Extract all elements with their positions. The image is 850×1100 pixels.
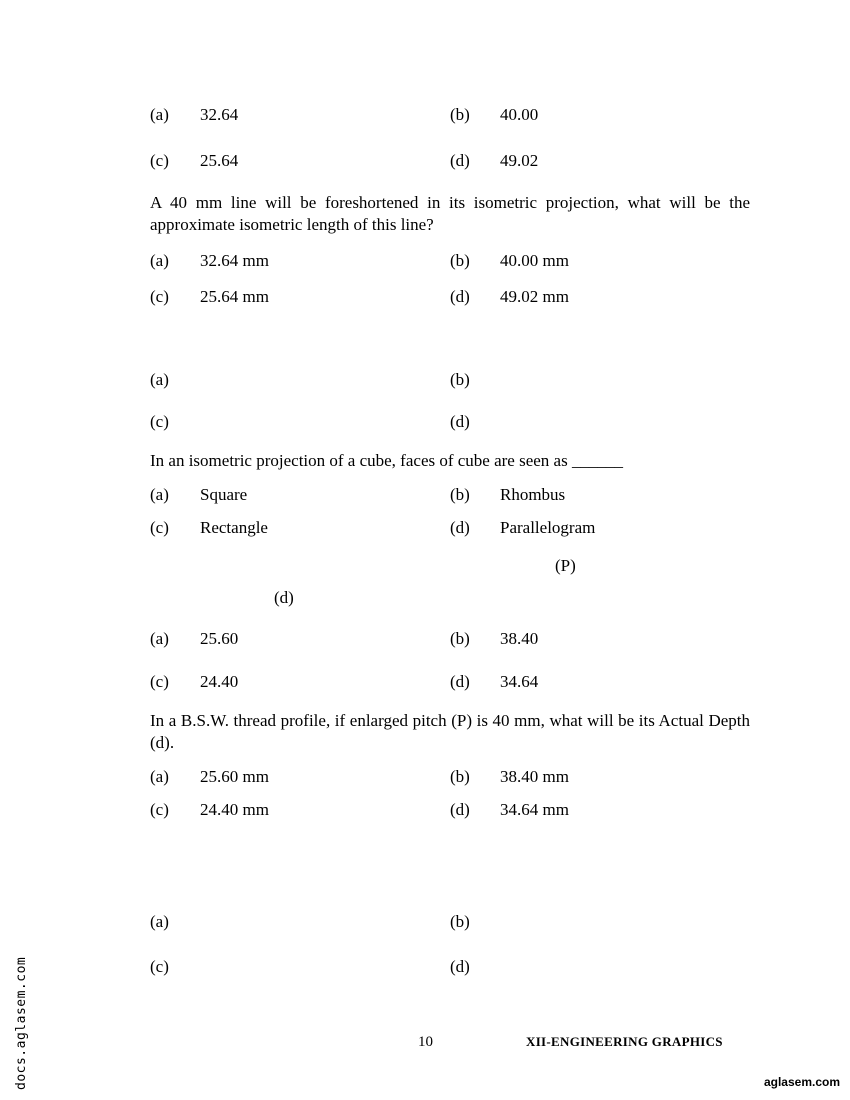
option-a-label: (a) — [150, 767, 169, 786]
option-d-label: (d) — [450, 672, 470, 691]
option-c-value: 24.40 — [200, 672, 239, 691]
option-d-label: (d) — [450, 287, 470, 306]
option-d-value: 34.64 — [500, 672, 539, 691]
option-b-label: (b) — [450, 251, 470, 270]
option-a-label: (a) — [150, 370, 169, 389]
watermark-vertical: docs.aglasem.com — [14, 956, 29, 1090]
option-b-label: (b) — [450, 370, 470, 389]
option-b-label: (b) — [450, 912, 470, 931]
option-d-label: (d) — [450, 957, 470, 976]
page-number: 10 — [418, 1034, 433, 1050]
option-c-value: 25.64 — [200, 151, 239, 170]
option-a-label: (a) — [150, 251, 169, 270]
option-d-label: (d) — [450, 412, 470, 431]
option-c-value: Rectangle — [200, 518, 268, 537]
option-c-label: (c) — [150, 518, 169, 537]
option-b-value: 40.00 — [500, 105, 539, 124]
option-b-value: 38.40 mm — [500, 767, 569, 786]
option-c-value: 25.64 mm — [200, 287, 269, 306]
option-c-label: (c) — [150, 412, 169, 431]
option-a-value: 25.60 mm — [200, 767, 269, 786]
question-cube-faces: In an isometric projection of a cube, faces of cube are seen as ______ — [150, 451, 623, 470]
option-d-label: (d) — [450, 151, 470, 170]
watermark-corner: aglasem.com — [763, 1075, 840, 1089]
option-c-label: (c) — [150, 151, 169, 170]
option-b-label: (b) — [450, 105, 470, 124]
option-d-value: 34.64 mm — [500, 800, 569, 819]
option-c-value: 24.40 mm — [200, 800, 269, 819]
option-a-label: (a) — [150, 105, 169, 124]
option-a-label: (a) — [150, 629, 169, 648]
question-isometric-length: A 40 mm line will be foreshortened in its isometric projection, what will be the approximate isometric length of this line? — [150, 193, 750, 234]
option-c-label: (c) — [150, 800, 169, 819]
option-d-label: (d) — [450, 518, 470, 537]
option-c-label: (c) — [150, 287, 169, 306]
figure-label-depth: (d) — [274, 588, 294, 607]
footer-title: XII-ENGINEERING GRAPHICS — [526, 1034, 723, 1049]
option-a-value: 32.64 — [200, 105, 239, 124]
option-a-label: (a) — [150, 485, 169, 504]
option-c-label: (c) — [150, 672, 169, 691]
option-d-label: (d) — [450, 800, 470, 819]
option-b-label: (b) — [450, 485, 470, 504]
option-a-value: 25.60 — [200, 629, 239, 648]
option-b-value: 38.40 — [500, 629, 539, 648]
option-a-value: Square — [200, 485, 248, 504]
question-bsw-thread: In a B.S.W. thread profile, if enlarged pitch (P) is 40 mm, what will be its Actual Depth (d). — [150, 711, 750, 752]
option-b-label: (b) — [450, 629, 470, 648]
option-d-value: 49.02 — [500, 151, 539, 170]
option-a-value: 32.64 mm — [200, 251, 269, 270]
figure-label-pitch: (P) — [555, 556, 576, 575]
option-d-value: 49.02 mm — [500, 287, 569, 306]
option-b-label: (b) — [450, 767, 470, 786]
option-b-value: 40.00 mm — [500, 251, 569, 270]
option-c-label: (c) — [150, 957, 169, 976]
option-b-value: Rhombus — [500, 485, 566, 504]
option-d-value: Parallelogram — [500, 518, 596, 537]
option-a-label: (a) — [150, 912, 169, 931]
